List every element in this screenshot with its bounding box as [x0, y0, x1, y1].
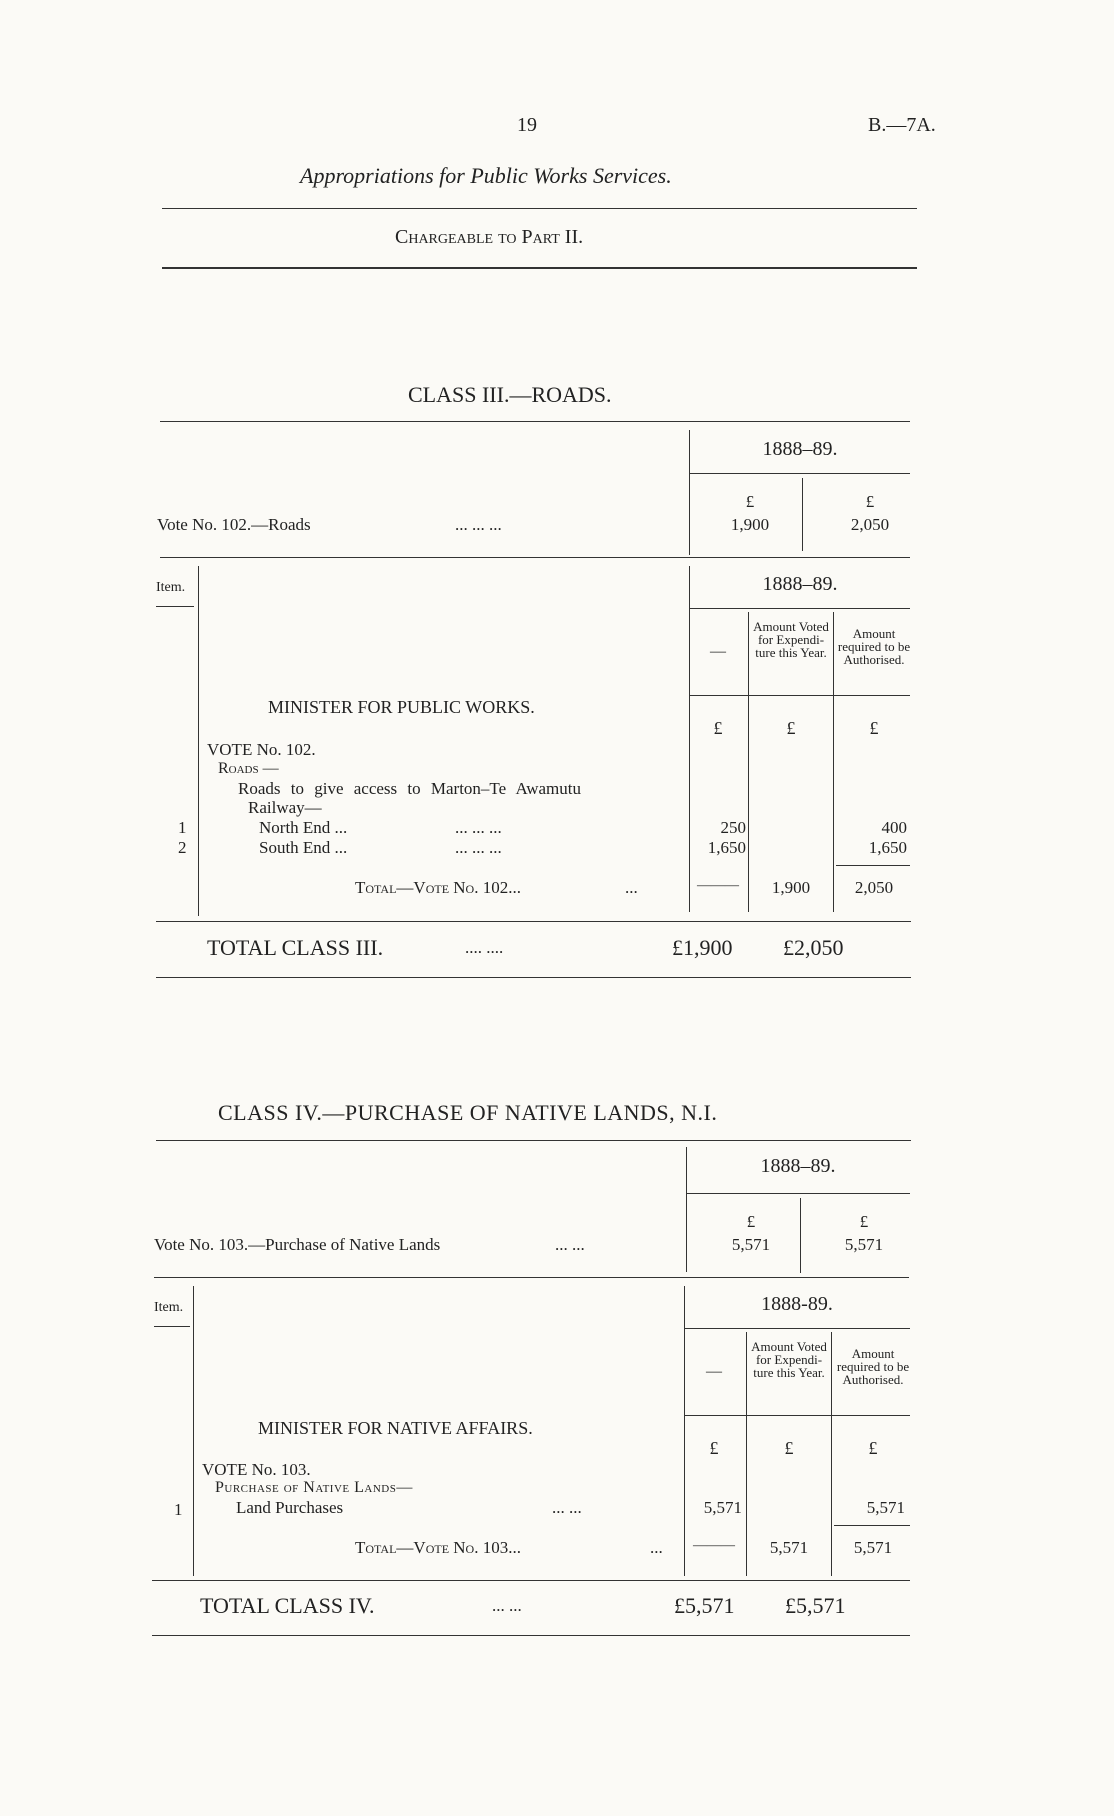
class4-total-class-label: TOTAL CLASS IV. [200, 1593, 375, 1618]
class3-sub-head: Roads — [218, 760, 279, 777]
class3-total-vote-leaders: ... [625, 878, 638, 897]
page-subtitle: Chargeable to Part II. [395, 226, 584, 248]
class4-heading: CLASS IV.—PURCHASE OF NATIVE LANDS, N.I. [218, 1100, 718, 1125]
class4-total-vote-label: Total—Vote No. 103... [355, 1538, 521, 1557]
class3-dash-col-header: — [710, 643, 726, 660]
class4-total-class-leaders: ... ... [492, 1596, 522, 1615]
class4-unit3: £ [868, 1438, 878, 1458]
class4-item-header: Item. [154, 1300, 184, 1315]
class4-vote-col2-value: 5,571 [844, 1235, 884, 1254]
class3-item-1-col3: 400 [881, 818, 907, 837]
class4-voted-col-header: Amount Voted for Expendi- ture this Year. [751, 1339, 827, 1380]
class3-item-1-label: North End ... [259, 818, 348, 837]
class3-voted-col-header: Amount Voted for Expendi- ture this Year. [753, 619, 829, 660]
class4-year2: 1888-89. [761, 1293, 833, 1315]
class4-item-1-col3: 5,571 [866, 1498, 905, 1517]
title-rule [162, 208, 917, 209]
class4-item-1-col1: 5,571 [703, 1498, 742, 1517]
class3-item-2-col3: 1,650 [868, 838, 907, 857]
class4-unit2: £ [784, 1438, 794, 1458]
class3-total-vote-col3: 2,050 [854, 878, 894, 897]
class3-required-col-header: Amount required to be Authorised. [837, 626, 911, 667]
class3-total-class-v1: £1,900 [672, 935, 733, 960]
class4-total-vote-col2: 5,571 [769, 1538, 809, 1557]
class4-item-1-number: 1 [174, 1500, 183, 1519]
class4-item-1-label: Land Purchases [236, 1498, 344, 1517]
class3-total-class-v2: £2,050 [783, 935, 844, 960]
class4-total-vote-leaders: ... [650, 1538, 663, 1557]
class4-vote-col1-unit: £ [746, 1212, 756, 1231]
class3-item-2-col1: 1,650 [707, 838, 746, 857]
class4-vote-label: Vote No. 103.—Purchase of Native Lands [154, 1235, 441, 1254]
class3-heading: CLASS III.—ROADS. [408, 382, 612, 407]
class4-total-vote-dash: ——— [693, 1538, 735, 1553]
class3-total-vote-label: Total—Vote No. 102... [355, 878, 521, 897]
class3-minister: MINISTER FOR PUBLIC WORKS. [268, 697, 535, 717]
class3-unit1: £ [713, 718, 723, 738]
class3-item-1-leaders: ... ... ... [455, 818, 502, 837]
class3-year: 1888–89. [762, 438, 838, 460]
class3-total-vote-dash: ——— [697, 878, 739, 893]
class3-vote-label: Vote No. 102.—Roads [157, 515, 311, 534]
class3-item-2-number: 2 [178, 838, 187, 857]
class3-item-1-number: 1 [178, 818, 187, 837]
class3-vote-col2-unit: £ [865, 492, 875, 511]
class3-vote-col1-value: 1,900 [730, 515, 770, 534]
class3-item-header: Item. [156, 580, 186, 595]
class3-unit2: £ [786, 718, 796, 738]
page-number: 19 [517, 114, 537, 136]
class4-total-class-v2: £5,571 [785, 1593, 846, 1618]
class3-total-vote-col2: 1,900 [771, 878, 811, 897]
class3-vote-leaders: ... ... ... [455, 515, 502, 534]
class3-total-class-label: TOTAL CLASS III. [207, 935, 384, 960]
page-title: Appropriations for Public Works Services. [300, 163, 672, 188]
class4-vote-number: VOTE No. 103. [202, 1460, 311, 1479]
class4-unit1: £ [709, 1438, 719, 1458]
class4-vote-col1-value: 5,571 [731, 1235, 771, 1254]
class4-total-vote-col3: 5,571 [853, 1538, 893, 1557]
class4-vote-leaders: ... ... [555, 1235, 585, 1254]
class3-vote-col1-unit: £ [745, 492, 755, 511]
class3-item-2-leaders: ... ... ... [455, 838, 502, 857]
class4-vote-col2-unit: £ [859, 1212, 869, 1231]
class3-vote-number: VOTE No. 102. [207, 740, 316, 759]
class4-sub-head: Purchase of Native Lands— [215, 1479, 413, 1496]
subtitle-rule [162, 267, 917, 269]
class3-year2: 1888–89. [762, 573, 838, 595]
class3-top-rule [160, 421, 910, 422]
class4-minister: MINISTER FOR NATIVE AFFAIRS. [258, 1418, 533, 1438]
document-reference: B.—7A. [868, 114, 936, 136]
class4-total-class-v1: £5,571 [674, 1593, 735, 1618]
class3-unit3: £ [869, 718, 879, 738]
class3-desc-line1: Roads to give access to Marton–Te Awamutu [238, 779, 581, 798]
class3-total-class-leaders: .... .... [465, 938, 504, 957]
class3-desc-line2: Railway— [248, 798, 322, 817]
class4-item-1-leaders: ... ... [552, 1498, 582, 1517]
class4-required-col-header: Amount required to be Authorised. [836, 1346, 910, 1387]
class4-dash-col-header: — [706, 1363, 722, 1380]
class4-top-rule [156, 1140, 911, 1141]
class3-vote-col2-value: 2,050 [850, 515, 890, 534]
class3-item-1-col1: 250 [720, 818, 746, 837]
class3-item-2-label: South End ... [259, 838, 348, 857]
class4-year: 1888–89. [760, 1155, 836, 1177]
